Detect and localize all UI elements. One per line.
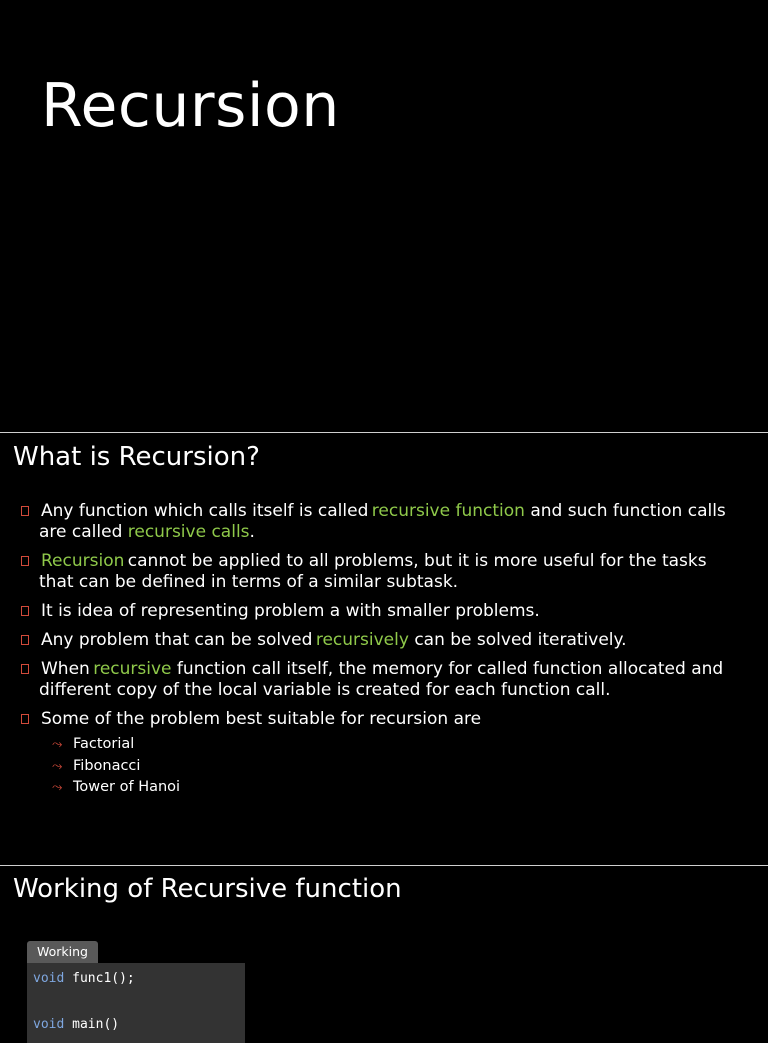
- square-bullet-icon: [21, 606, 29, 616]
- bullet-item: [0, 501, 768, 543]
- bullet-item: [0, 551, 768, 593]
- highlight-text: recursive: [93, 659, 172, 679]
- slide-title: Working of Recursive function: [13, 874, 402, 904]
- code-keyword: void: [33, 1017, 65, 1032]
- sub-bullet-text: Factorial: [73, 736, 135, 752]
- sub-bullet-list: [39, 734, 744, 799]
- bullet-text: .: [249, 522, 255, 542]
- highlight-text: recursive function: [371, 501, 525, 521]
- slide-title: What is Recursion?: [13, 442, 260, 472]
- highlight-text: recursively: [315, 630, 409, 650]
- bullet-text: It is idea of representing problem a with smaller problems.: [41, 601, 540, 621]
- highlight-text: recursive calls: [127, 522, 250, 542]
- bullet-text: function call itself, the memory for called function allocated and different copy of the local variable is created for each function call.: [39, 659, 724, 700]
- bullet-text: can be solved iteratively.: [408, 630, 627, 650]
- bullet-item: [0, 659, 768, 701]
- bullet-text: cannot be applied to all problems, but it is more useful for the tasks that can be defined in terms of a similar subtask.: [39, 551, 707, 592]
- bullet-item: [0, 709, 768, 799]
- code-line-blank: [33, 990, 239, 1013]
- code-tab-label: Working: [27, 941, 98, 963]
- working-slide: [0, 866, 768, 1032]
- code-block: [27, 963, 245, 1043]
- sub-bullet-item: [39, 734, 744, 756]
- bullet-text: When: [41, 659, 96, 679]
- what-is-recursion-slide: [0, 433, 768, 865]
- code-line: [33, 1013, 239, 1036]
- sub-bullet-item: [39, 756, 744, 778]
- curved-arrow-icon: ⤳: [52, 758, 63, 774]
- square-bullet-icon: [21, 506, 29, 516]
- sub-bullet-text: Tower of Hanoi: [73, 779, 181, 795]
- square-bullet-icon: [21, 635, 29, 645]
- code-text: func1();: [64, 971, 135, 986]
- bullet-text: Some of the problem best suitable for recursion are: [41, 709, 482, 729]
- bullet-item: [0, 630, 768, 651]
- bullet-text: and such function calls are called: [39, 501, 726, 542]
- sub-bullet-item: [39, 777, 744, 799]
- curved-arrow-icon: ⤳: [52, 780, 63, 795]
- code-line: [33, 967, 239, 990]
- bullet-text: Any function which calls itself is called: [41, 501, 374, 521]
- sub-bullet-text: Fibonacci: [73, 757, 141, 774]
- square-bullet-icon: [21, 664, 29, 674]
- bullet-item: [0, 601, 768, 622]
- title-slide: [0, 0, 768, 432]
- bullet-text: Any problem that can be solved: [41, 630, 318, 650]
- bullet-list: [0, 501, 768, 807]
- highlight-text: Recursion: [41, 551, 125, 571]
- square-bullet-icon: [21, 714, 29, 724]
- code-text: main(): [64, 1017, 120, 1032]
- slide-title: Recursion: [41, 71, 340, 141]
- code-keyword: void: [33, 971, 65, 986]
- curved-arrow-icon: ⤳: [52, 737, 63, 752]
- square-bullet-icon: [21, 556, 29, 566]
